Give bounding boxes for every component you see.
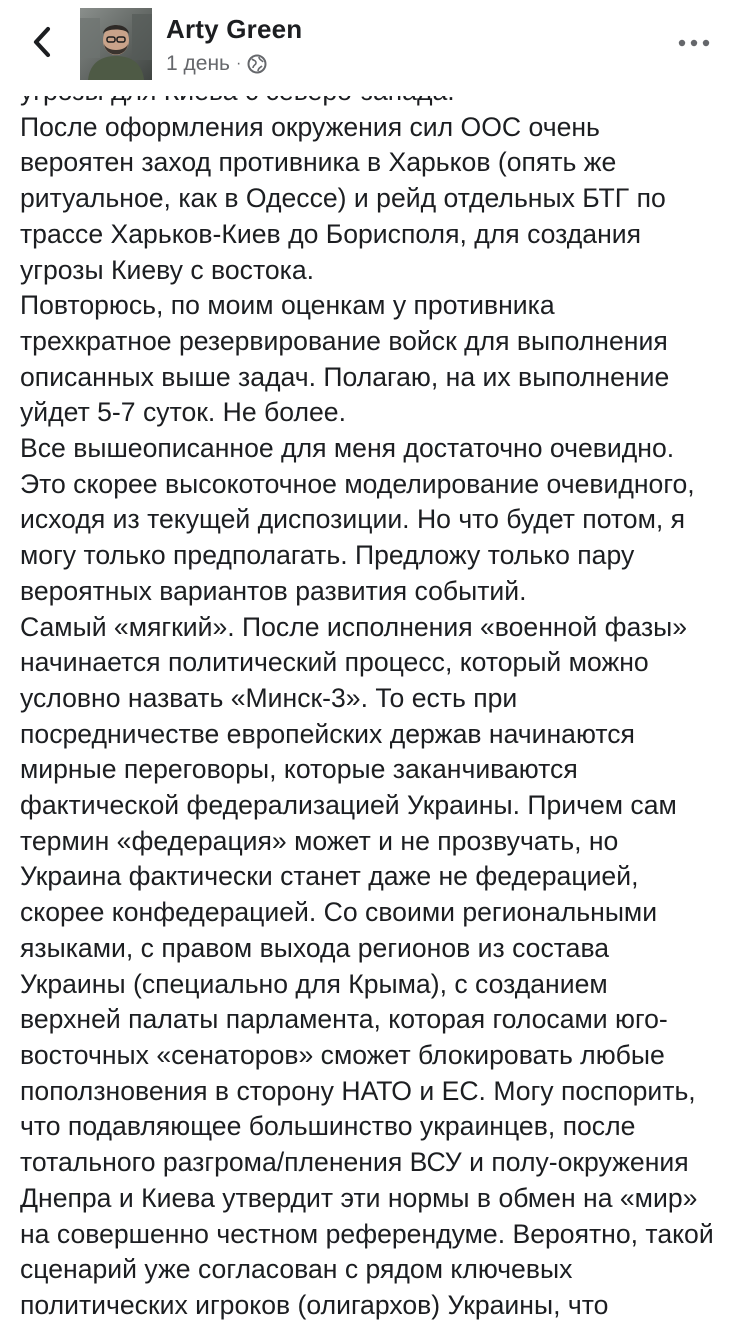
post-line: уйдет 5-7 суток. Не более. [20, 397, 346, 428]
post-line: Самый «мягкий». После исполнения «военной фазы» [20, 611, 688, 642]
post-line: посредничестве европейских держав начинаются [20, 718, 635, 749]
post-line: восточных «сенаторов» сможет блокировать любые [20, 1039, 665, 1070]
post-line: вероятен заход противника в Харьков (опять же [20, 147, 617, 178]
post-meta [166, 52, 267, 76]
post-line: описанных выше задач. Полагаю, на их выполнение [20, 361, 670, 392]
post-line: Украины (специально для Крыма), с созданием [20, 968, 608, 999]
post-line: трассе Харьков-Киев до Борисполя, для создания [20, 218, 642, 249]
post-line: угрозы Киеву с востока. [20, 254, 315, 285]
post-line: скорее конфедерацией. Со своими региональными [20, 897, 658, 928]
post-line: что подавляющее большинство украинцев, после [20, 1111, 636, 1142]
back-button[interactable] [22, 20, 62, 64]
post-line: ритуальное, как в Одессе) и рейд отдельных БТГ по [20, 183, 666, 214]
post-line: Украина фактически станет даже не федерацией, [20, 861, 639, 892]
post-line: политических игроков (олигархов) Украины, что [20, 1289, 609, 1320]
globe-icon [247, 54, 267, 74]
author-photo [80, 8, 152, 80]
post-line: начинается политический процесс, который можно [20, 647, 649, 678]
post-line: Днепра и Киева утвердит эти нормы в обмен на «мир» [20, 1182, 698, 1213]
post-body [20, 74, 720, 1324]
post-line: Все вышеописанное для меня достаточно очевидно. [20, 433, 675, 464]
more-horizontal-icon [678, 39, 710, 47]
more-options-button[interactable] [674, 28, 714, 58]
post-line: поползновения в сторону НАТО и ЕС. Могу поспорить, [20, 1075, 696, 1106]
post-line: трехкратное резервирование войск для выполнения [20, 325, 668, 356]
post-line: мирные переговоры, которые заканчиваются [20, 754, 578, 785]
post-line: Повторюсь, по моим оценкам у противника [20, 290, 555, 321]
post-timestamp[interactable]: 1 день [166, 52, 230, 75]
meta-separator: · [235, 55, 242, 72]
post-line: вероятных вариантов развития событий. [20, 575, 527, 606]
post-header [0, 0, 734, 96]
author-name[interactable]: Arty Green [166, 14, 303, 44]
chevron-left-icon [31, 25, 53, 59]
post-line: условно назвать «Минск-3». То есть при [20, 682, 518, 713]
post-line: на совершенно честном референдуме. Вероятно, такой [20, 1218, 714, 1249]
post-line: После оформления окружения сил ООС очень [20, 111, 600, 142]
avatar[interactable] [80, 8, 152, 80]
post-line: термин «федерация» может и не прозвучать, но [20, 825, 619, 856]
post-line: языками, с правом выхода регионов из состава [20, 932, 610, 963]
post-line: сценарий уже согласован с рядом ключевых [20, 1254, 573, 1285]
post-line: могу только предполагать. Предложу только пару [20, 540, 635, 571]
post-line: фактической федерализацией Украины. Причем сам [20, 790, 677, 821]
post-line: верхней палаты парламента, которая голосами юго- [20, 1004, 668, 1035]
post-line: тотального разгрома/пленения ВСУ и полу-окружения [20, 1147, 689, 1178]
post-line: исходя из текущей диспозиции. Но что будет потом, я [20, 504, 686, 535]
post-line: Это скорее высокоточное моделирование очевидного, [20, 468, 695, 499]
